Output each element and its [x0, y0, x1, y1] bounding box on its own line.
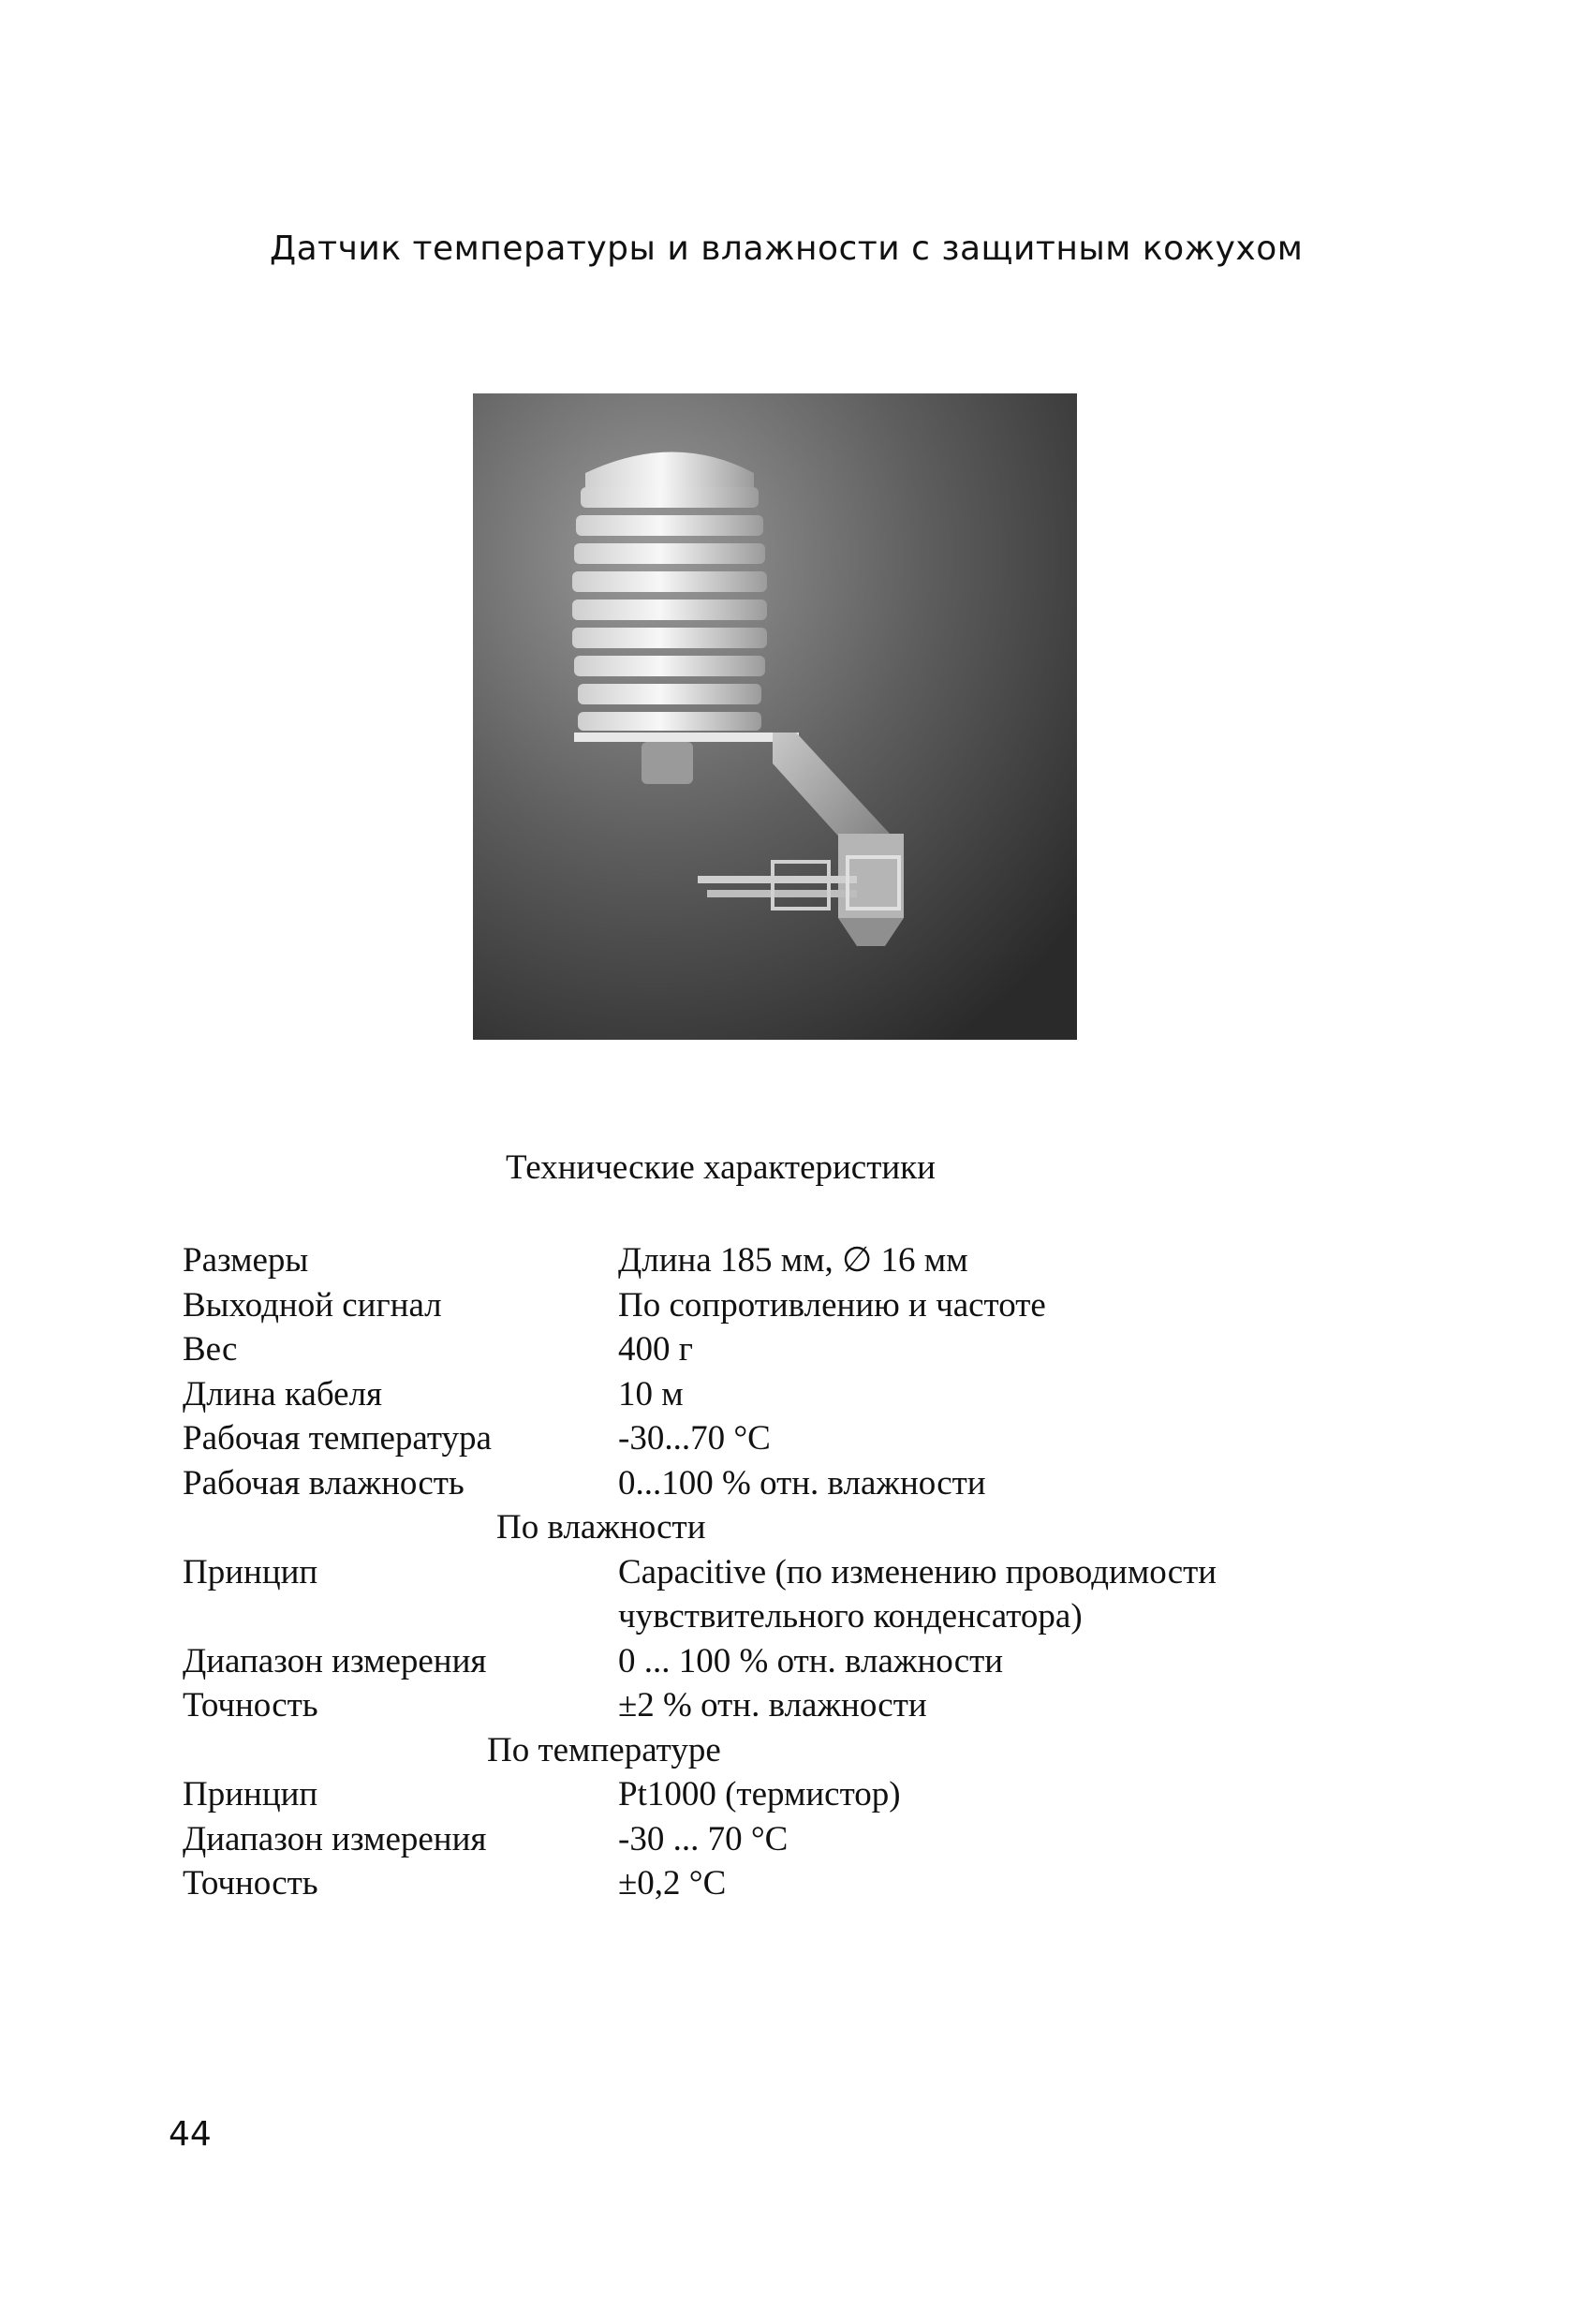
specs-table	[183, 1238, 1400, 1906]
spec-row	[183, 1416, 1400, 1461]
spec-label: Рабочая температура	[183, 1419, 492, 1458]
spec-row	[183, 1238, 1400, 1283]
spec-row	[183, 1817, 1400, 1862]
spec-value: Длина 185 мм, ∅ 16 мм	[618, 1241, 968, 1280]
spec-label: Диапазон измерения	[183, 1641, 487, 1680]
spec-row	[183, 1327, 1400, 1372]
humidity-subheading: По влажности	[496, 1508, 706, 1547]
spec-value: Pt1000 (термистор)	[618, 1775, 901, 1813]
spec-label: Размеры	[183, 1241, 309, 1280]
spec-value: -30 ... 70 °C	[618, 1819, 789, 1858]
spec-label: Точность	[183, 1864, 318, 1902]
spec-value: ±0,2 °C	[618, 1864, 727, 1902]
spec-value: 0...100 % отн. влажности	[618, 1463, 986, 1502]
spec-label: Принцип	[183, 1552, 318, 1591]
spec-label: Длина кабеля	[183, 1374, 383, 1414]
spec-label: Принцип	[183, 1775, 318, 1813]
spec-row	[183, 1772, 1400, 1817]
section-title: Технические характеристики	[506, 1148, 936, 1187]
shield-plates	[572, 452, 767, 732]
spec-value: Capacitive (по изменению проводимости чувствительного конденсатора)	[618, 1552, 1217, 1636]
spec-value: 0 ... 100 % отн. влажности	[618, 1641, 1004, 1680]
spec-row	[183, 1283, 1400, 1328]
temperature-subheading: По температуре	[487, 1730, 721, 1769]
spec-label: Диапазон измерения	[183, 1819, 487, 1858]
spec-row	[183, 1683, 1400, 1728]
spec-value: 10 м	[618, 1374, 684, 1414]
spec-label: Выходной сигнал	[183, 1285, 442, 1325]
page-number: 44	[169, 2115, 212, 2154]
spec-row	[183, 1550, 1400, 1639]
spec-label: Рабочая влажность	[183, 1463, 465, 1502]
spec-row	[183, 1861, 1400, 1906]
spec-row	[183, 1639, 1400, 1684]
spec-label: Вес	[183, 1330, 238, 1369]
page-title: Датчик температуры и влажности с защитным кожухом	[270, 229, 1304, 268]
spec-row	[183, 1372, 1400, 1417]
spec-value: ±2 % отн. влажности	[618, 1686, 927, 1724]
spec-label: Точность	[183, 1686, 318, 1724]
spec-value: 400 г	[618, 1330, 693, 1369]
spec-value: По сопротивлению и частоте	[618, 1285, 1046, 1325]
sensor-photo	[473, 393, 1077, 1040]
spec-row	[183, 1461, 1400, 1506]
spec-value: -30...70 °C	[618, 1419, 771, 1458]
